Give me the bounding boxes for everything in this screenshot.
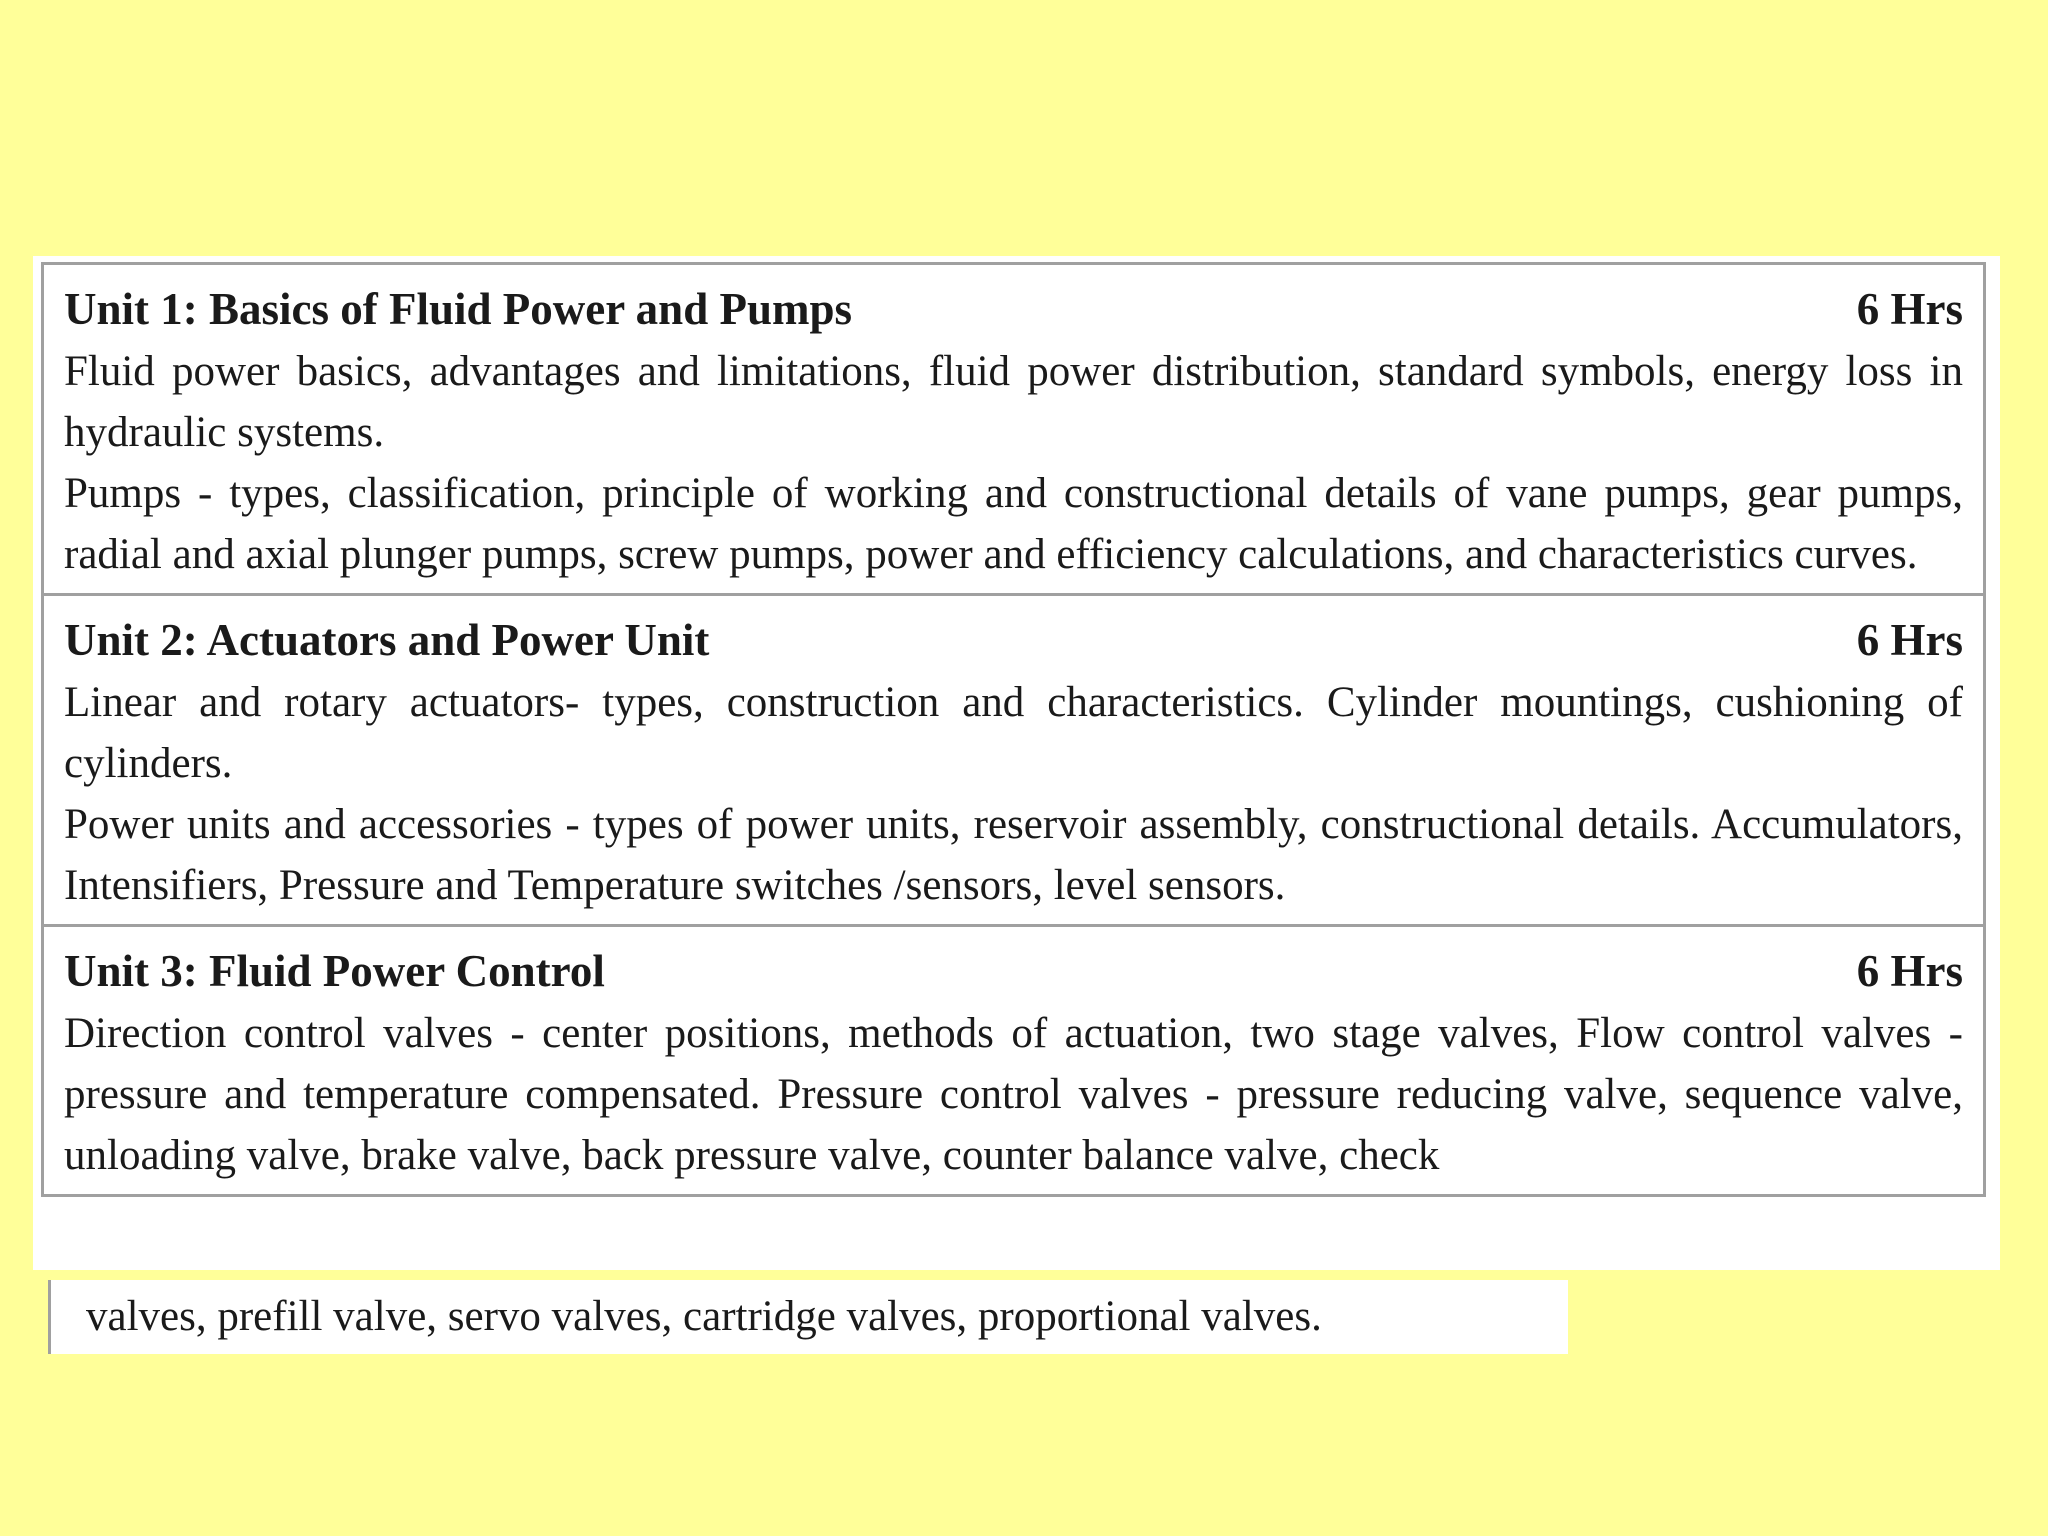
unit-2-heading (64, 610, 1963, 670)
unit-2-paragraph: Linear and rotary actuators- types, construction and characteristics. Cylinder mountings, cushioning of cylinders. (64, 679, 1963, 787)
table-row (43, 926, 1985, 1196)
unit-1-title: Unit 1: Basics of Fluid Power and Pumps (64, 284, 853, 334)
table-row (43, 595, 1985, 926)
unit-3-cell (43, 926, 1985, 1196)
unit-2-title: Unit 2: Actuators and Power Unit (64, 615, 710, 665)
continuation-text: valves, prefill valve, servo valves, cartridge valves, proportional valves. (48, 1280, 1568, 1354)
unit-1-paragraph: Fluid power basics, advantages and limitations, fluid power distribution, standard symbols, energy loss in hydraulic systems. (64, 348, 1963, 456)
unit-1-heading (64, 279, 1963, 339)
unit-1-cell (43, 264, 1985, 595)
unit-2-hours: 6 Hrs (1856, 615, 1963, 665)
unit-1-hours: 6 Hrs (1856, 284, 1963, 334)
syllabus-card (33, 256, 2000, 1270)
unit-3-title: Unit 3: Fluid Power Control (64, 946, 605, 996)
unit-3-hours: 6 Hrs (1856, 946, 1963, 996)
table-row (43, 264, 1985, 595)
syllabus-table (41, 262, 1986, 1197)
unit-2-paragraph: Power units and accessories - types of power units, reservoir assembly, constructional details. Accumulators, Intensifiers, Pressure and Temperature switches /sensors, level sensors. (64, 801, 1963, 909)
unit-3-heading (64, 941, 1963, 1001)
unit-3-paragraph: Direction control valves - center positions, methods of actuation, two stage valves, Flow control valves - pressure and temperature compensated. Pressure control valves - pressure reducing valve, sequence valve, unloading valve, brake valve, back pressure valve, counter balance valve, check (64, 1010, 1963, 1179)
unit-1-paragraph: Pumps - types, classification, principle of working and constructional details of vane pumps, gear pumps, radial and axial plunger pumps, screw pumps, power and efficiency calculations, and characteristics curves. (64, 470, 1963, 578)
unit-2-cell (43, 595, 1985, 926)
